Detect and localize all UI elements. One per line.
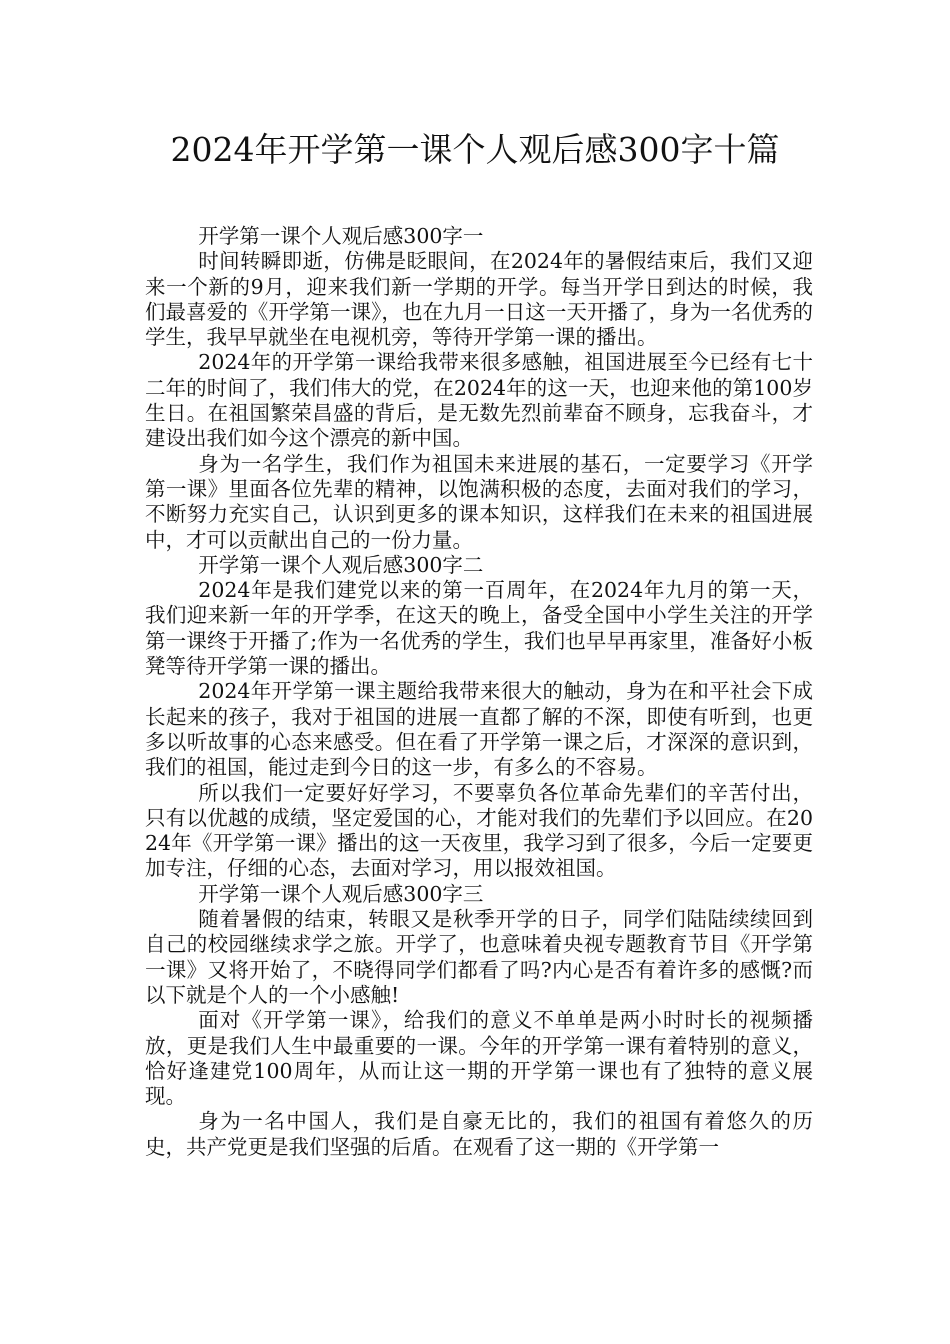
paragraph: 面对《开学第一课》，给我们的意义不单单是两小时时长的视频播放，更是我们人生中最重要的一课。今年的开学第一课有着特别的意义，恰好逢建党100周年，从而让这一期的开学第一课也有了独特的意义展现。 (145, 1008, 813, 1109)
paragraph: 身为一名中国人，我们是自豪无比的，我们的祖国有着悠久的历史，共产党更是我们坚强的后盾。在观看了这一期的《开学第一 (145, 1109, 813, 1159)
paragraph: 时间转瞬即逝，仿佛是眨眼间，在2024年的暑假结束后，我们又迎来一个新的9月，迎来我们新一学期的开学。每当开学日到达的时候，我们最喜爱的《开学第一课》，也在九月一日这一天开播了，身为一名优秀的学生，我早早就坐在电视机旁，等待开学第一课的播出。 (145, 249, 813, 350)
paragraph: 2024年开学第一课主题给我带来很大的触动，身为在和平社会下成长起来的孩子，我对于祖国的进展一直都了解的不深，即使有听到，也更多以听故事的心态来感受。但在看了开学第一课之后，才深深的意识到，我们的祖国，能过走到今日的这一步，有多么的不容易。 (145, 679, 813, 780)
paragraph: 身为一名学生，我们作为祖国未来进展的基石，一定要学习《开学第一课》里面各位先辈的精神，以饱满积极的态度，去面对我们的学习，不断努力充实自己，认识到更多的课本知识，这样我们在未来的祖国进展中，才可以贡献出自己的一份力量。 (145, 451, 813, 552)
paragraph: 随着暑假的结束，转眼又是秋季开学的日子，同学们陆陆续续回到自己的校园继续求学之旅。开学了，也意味着央视专题教育节目《开学第一课》又将开始了，不晓得同学们都看了吗?内心是否有着许多的感慨?而以下就是个人的一个小感触! (145, 907, 813, 1007)
paragraph: 2024年的开学第一课给我带来很多感触，祖国进展至今已经有七十二年的时间了，我们伟大的党，在2024年的这一天，也迎来他的第100岁生日。在祖国繁荣昌盛的背后，是无数先烈前辈奋不顾身，忘我奋斗，才建设出我们如今这个漂亮的新中国。 (145, 350, 813, 451)
document-body (145, 224, 813, 1160)
section-heading-2: 开学第一课个人观后感300字二 (198, 552, 484, 577)
page-title: 2024年开学第一课个人观后感300字十篇 (170, 130, 780, 169)
section-heading-1: 开学第一课个人观后感300字一 (198, 224, 484, 248)
section-heading-3: 开学第一课个人观后感300字三 (198, 881, 484, 906)
paragraph: 所以我们一定要好好学习，不要辜负各位革命先辈们的辛苦付出，只有以优越的成绩，坚定爱国的心，才能对我们的先辈们予以回应。在2024年《开学第一课》播出的这一天夜里，我学习到了很多，今后一定要更加专注，仔细的心态，去面对学习，用以报效祖国。 (145, 780, 813, 881)
paragraph: 2024年是我们建党以来的第一百周年，在2024年九月的第一天，我们迎来新一年的开学季，在这天的晚上，备受全国中小学生关注的开学第一课终于开播了;作为一名优秀的学生，我们也早早再家里，准备好小板凳等待开学第一课的播出。 (145, 578, 813, 679)
